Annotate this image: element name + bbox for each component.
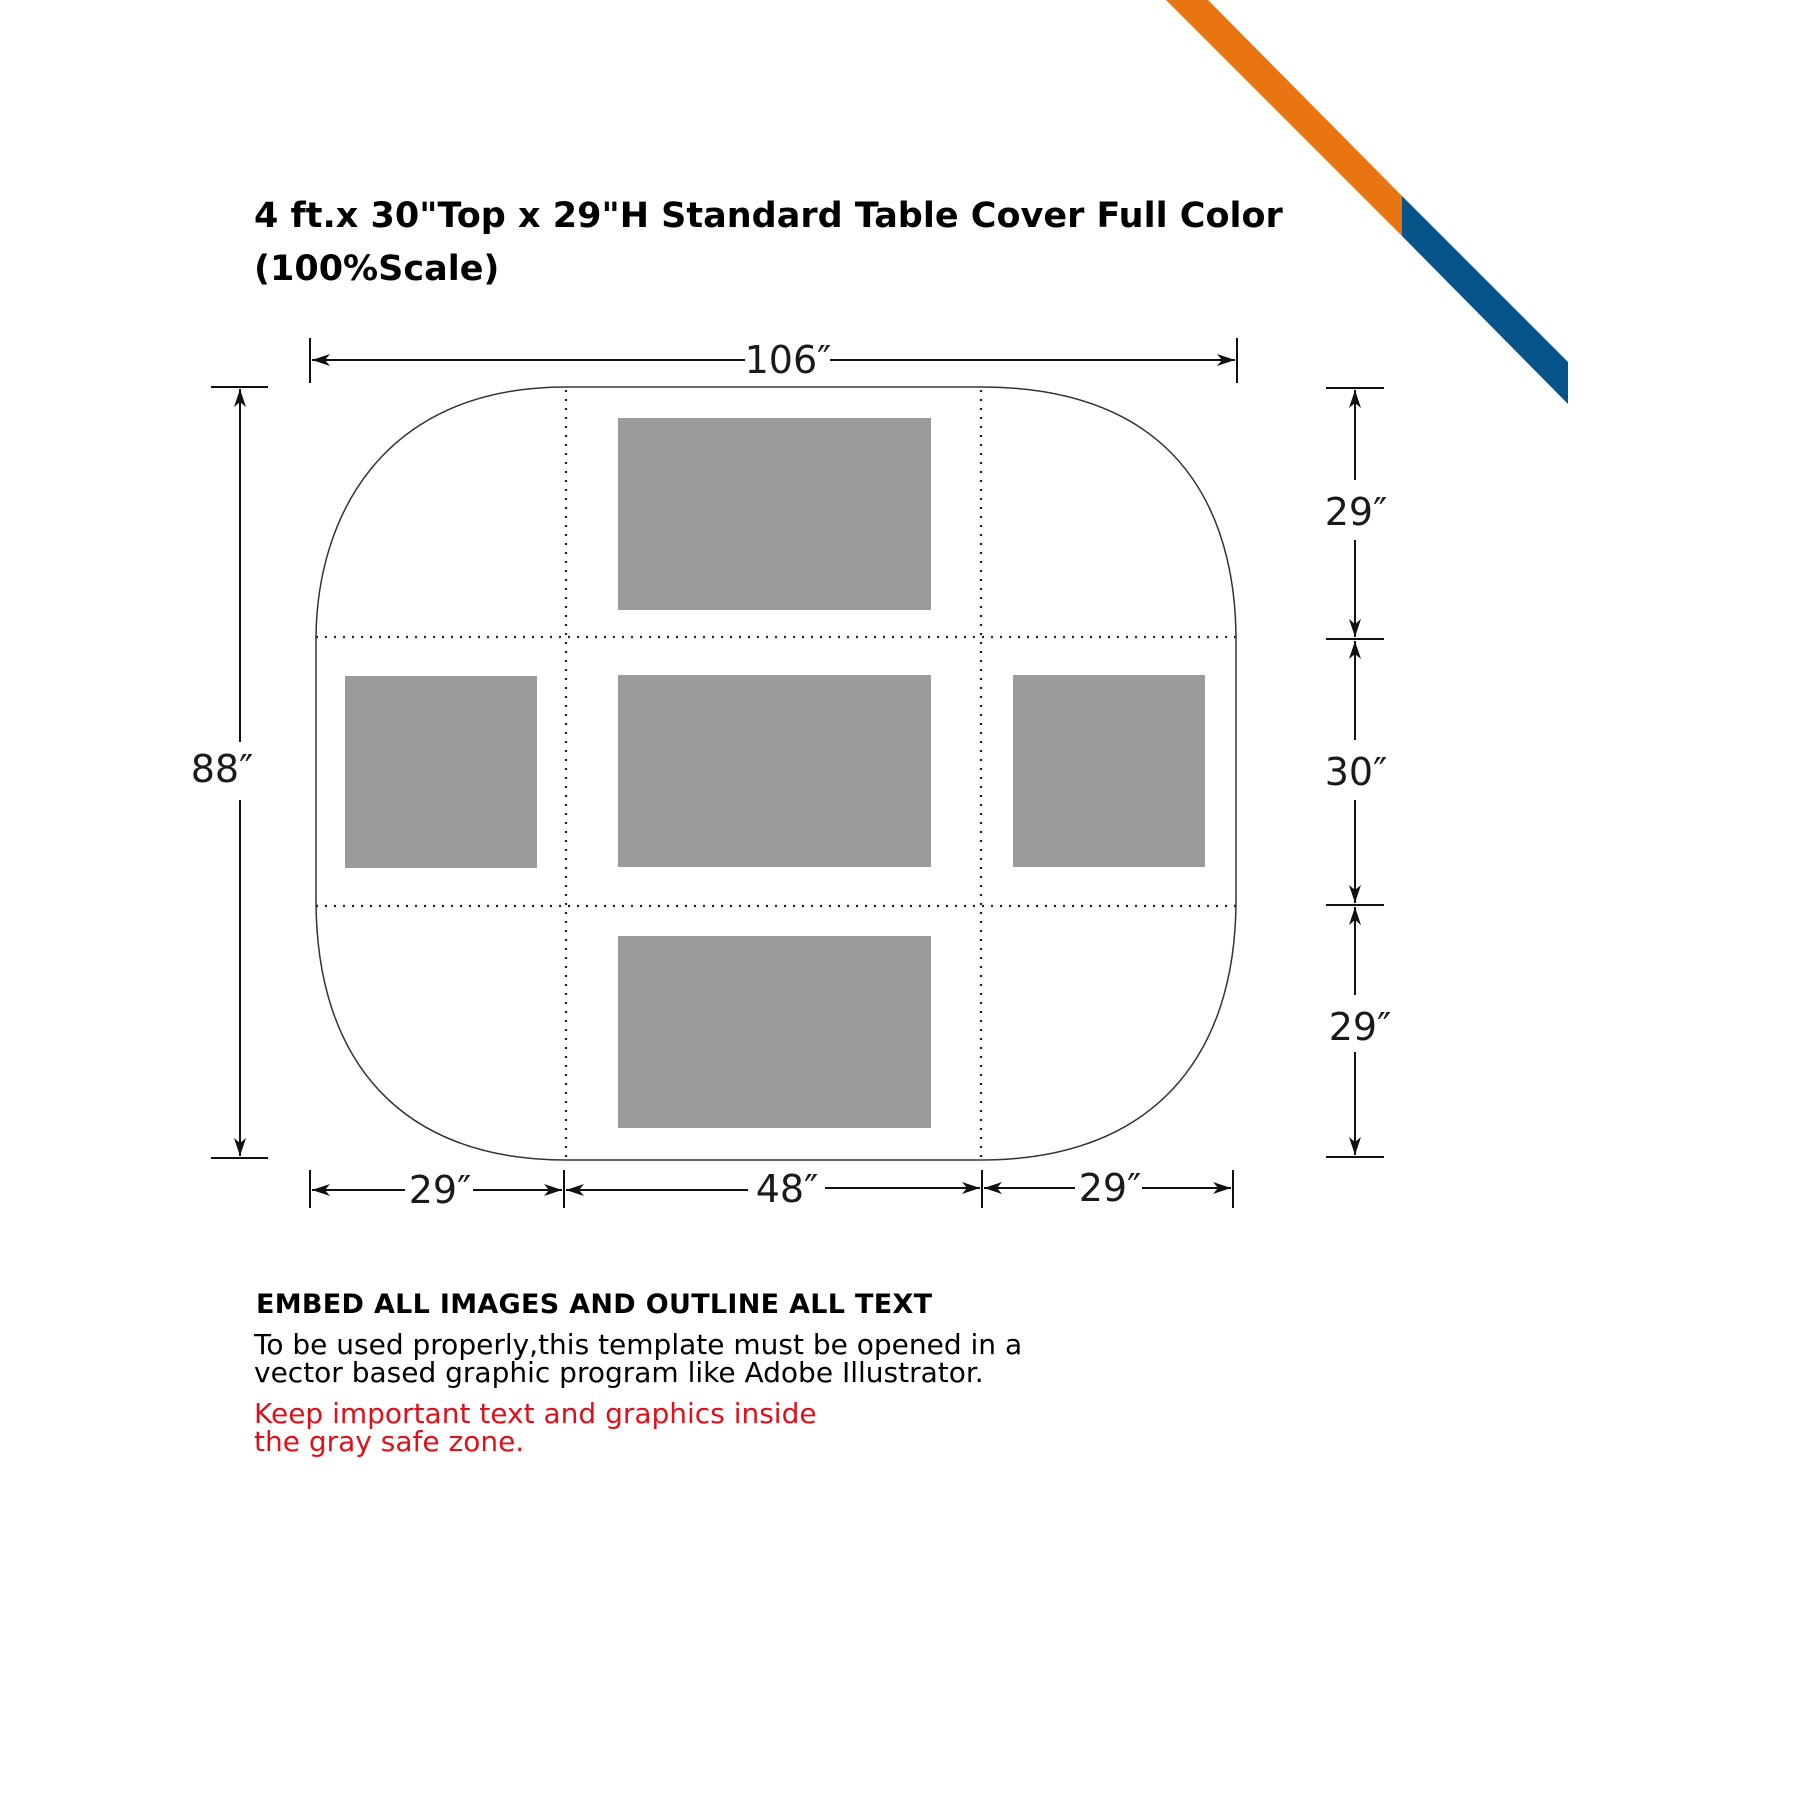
safe-zone-right	[1013, 675, 1205, 867]
dimension-label-left-panel: 29″	[408, 1168, 472, 1212]
corner-stripe-blue	[1402, 196, 1568, 404]
warning-line-1: Keep important text and graphics inside	[254, 1397, 817, 1430]
safe-zone-left	[345, 676, 537, 868]
title-line-2: (100%Scale)	[254, 249, 500, 289]
dimension-label-bottom-panel: 29″	[1328, 1005, 1392, 1049]
dimension-label-overall-height: 88″	[190, 747, 254, 791]
dimension-label-overall-width: 106″	[744, 338, 832, 382]
instructions-body	[254, 1328, 1023, 1389]
instructions-line-2: vector based graphic program like Adobe Illustrator.	[254, 1356, 984, 1389]
dimension-label-center-width: 48″	[755, 1167, 819, 1211]
instructions-heading: EMBED ALL IMAGES AND OUTLINE ALL TEXT	[256, 1289, 933, 1320]
safe-zone-bottom	[618, 936, 931, 1128]
instructions-line-1: To be used properly,this template must be opened in a	[254, 1328, 1023, 1361]
dimension-label-right-panel: 29″	[1078, 1166, 1142, 1210]
title-line-1: 4 ft.x 30"Top x 29"H Standard Table Cover Full Color	[254, 196, 1283, 236]
dimension-label-middle-height: 30″	[1324, 750, 1388, 794]
warning-line-2: the gray safe zone.	[254, 1425, 525, 1458]
safe-zone-top	[618, 418, 931, 610]
safe-zone-center	[618, 675, 931, 867]
template-title	[254, 190, 1394, 296]
safe-zone-warning	[254, 1397, 817, 1458]
dimension-label-top-panel: 29″	[1324, 490, 1388, 534]
